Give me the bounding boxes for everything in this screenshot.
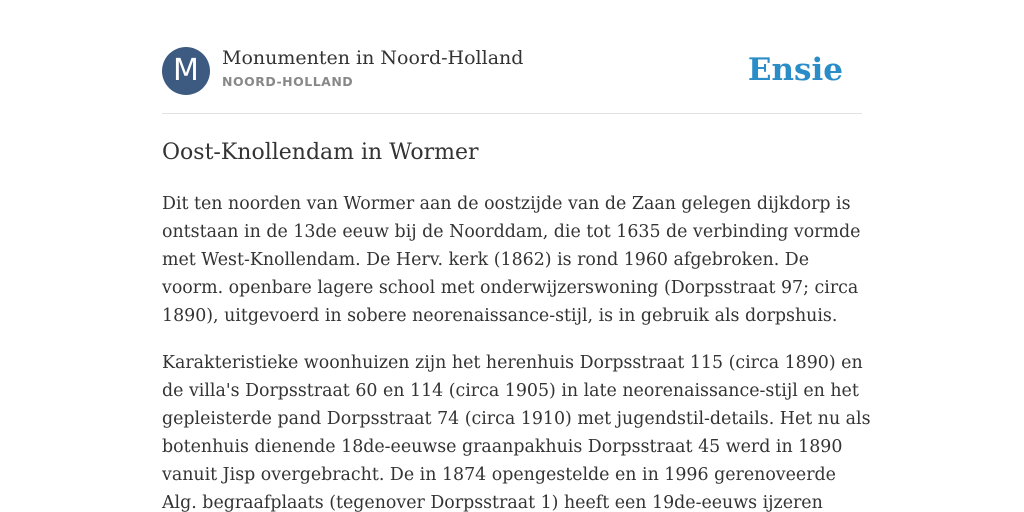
author-region: NOORD-HOLLAND (222, 74, 354, 89)
article-paragraph: Karakteristieke woonhuizen zijn het herenhuis Dorpsstraat 115 (circa 1890) en de villa's Dorpsstraat 60 en 114 (circa 1905) in late neorenaissance-stijl en het gepleisterde pand Dorpsstraat 74 (circa 1910) met jugendstil-details. Het nu als botenhuis dienende 18de-eeuwse graanpakhuis Dorpsstraat 45 werd in 1890 vanuit Jisp overgebracht. De in 1874 opengestelde en in 1996 gerenoveerde Alg. begraafplaats (tegenover Dorpsstraat 1) heeft een 19de-eeuws ijzeren (162, 353, 871, 512)
author-header (162, 46, 862, 96)
article-paragraph: Dit ten noorden van Wormer aan de oostzijde van de Zaan gelegen dijkdorp is ontstaan in de 13de eeuw bij de Noorddam, die tot 1635 de verbinding vormde met West-Knollendam. De Herv. kerk (1862) is rond 1960 afgebroken. De voorm. openbare lagere school met onderwijzerswoning (Dorpsstraat 97; circa 1890), uitgevoerd in sobere neorenaissance-stijl, is in gebruik als dorpshuis. (162, 194, 861, 326)
article-body (162, 190, 872, 512)
ensie-logo[interactable]: Ensie (747, 52, 843, 88)
author-name[interactable]: Monumenten in Noord-Holland (222, 47, 524, 69)
header-divider (162, 113, 862, 114)
avatar[interactable]: M (162, 47, 210, 95)
article-title: Oost-Knollendam in Wormer (162, 140, 479, 165)
